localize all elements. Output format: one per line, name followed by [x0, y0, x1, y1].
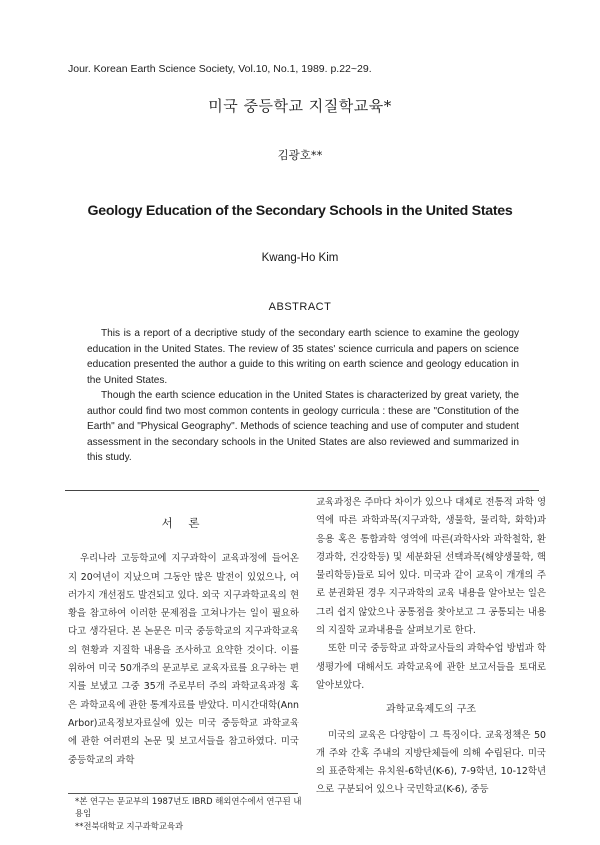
author-korean: 김광호**: [277, 148, 323, 162]
intro-paragraph-continued: 교육과정은 주마다 차이가 있으나 대체로 전통적 과학 영역에 따른 과학과목(지구과학, 생물학, 물리학, 화학)과 응용 혹은 통합과학 영역에 따른(과학사와 과학철학, 환경과학, 건강학등) 및 세분화된 선택과목(해양생물학, 핵물리학등)들로 되어 있다. 미국과 같이 교육이 개개의 주로 분권화된 경우 지구과학의 교육 내용을 알아보는 일은 그리 쉽지 않았으나 공통점을 찾아보고 그 공통되는 내용의 지질학 교과내용을 살펴보기로 한다.: [316, 497, 546, 637]
footnote-divider: [68, 793, 298, 794]
abstract-divider: [65, 490, 539, 491]
footnote-1: *본 연구는 문교부의 1987년도 IBRD 해외연수에서 연구된 내용임: [75, 796, 302, 818]
section-heading-introduction: 서 론: [161, 516, 206, 530]
abstract-paragraph-2: Though the earth science education in the United States is characterized by great variety, the author could find two most common contents in geology curricula : these are "Constitution of the Earth" and "Physical Geography". Methods of science teaching and use of computer and student assessment in the secondary schools in the United States are also reviewed and summarized in this study.: [87, 390, 519, 463]
footnotes: [75, 796, 303, 835]
subsection-heading-structure: 과학교육제도의 구조: [385, 704, 477, 716]
abstract-heading: ABSTRACT: [268, 301, 332, 313]
structure-paragraph-1: 미국의 교육은 다양함이 그 특징이다. 교육정책은 50개 주와 간혹 주내의 지방단체들에 의해 수립된다. 미국의 표준학제는 유치원-6학년(K-6), 7-9학년, 10-12학년으로 구분되어 있으나 국민학교(K-6), 중등: [316, 729, 546, 796]
abstract-paragraph-1: This is a report of a decriptive study of the secondary earth science to examine the geology education in the United States. The review of 35 states' science curricula and papers on science education presented the author a guide to this writing on earth science and geology education in the United States.: [87, 328, 519, 386]
title-english: Geology Education of the Secondary Schools in the United States: [87, 203, 513, 219]
abstract-body: [87, 326, 519, 466]
author-english: Kwang-Ho Kim: [261, 252, 339, 264]
right-column: [316, 494, 546, 800]
footnote-2: **전북대학교 지구과학교육과: [75, 821, 184, 831]
title-korean: 미국 중등학교 지질학교육*: [208, 97, 392, 115]
journal-citation: Jour. Korean Earth Science Society, Vol.10, No.1, 1989. p.22~29.: [68, 63, 372, 75]
left-column: [68, 512, 299, 770]
intro-paragraph-2: 또한 미국 중등학교 과학교사들의 과학수업 방법과 학생평가에 대해서도 과학교육에 관한 보고서들을 토대로 알아보았다.: [316, 643, 546, 691]
intro-paragraph-1: 우리나라 고등학교에 지구과학이 교육과정에 들어온지 20여년이 지났으며 그동안 많은 발전이 있었으나, 여러가지 개선점도 발견되고 있다. 외국 지구과학교육의 현황을 참고하여 이러한 문제점을 고쳐나가는 일이 필요하다고 생각된다. 본 논문은 미국 중등학교의 지구과학교육의 현황과 지질학 내용을 조사하고 요약한 것이다. 이를 위하여 미국 50개주의 문교부로 교육자료를 요구하는 편지를 보냈고 그중 35개 주로부터 주의 과학교육과정 혹은 과학교육에 관한 통계자료를 받았다. 미시간대학(Ann Arbor)교육정보자료실에 있는 미국 중등학교 과학교육에 관한 여러편의 논문 및 보고서들을 참고하였다. 미국 중등학교의 과학: [68, 553, 299, 766]
